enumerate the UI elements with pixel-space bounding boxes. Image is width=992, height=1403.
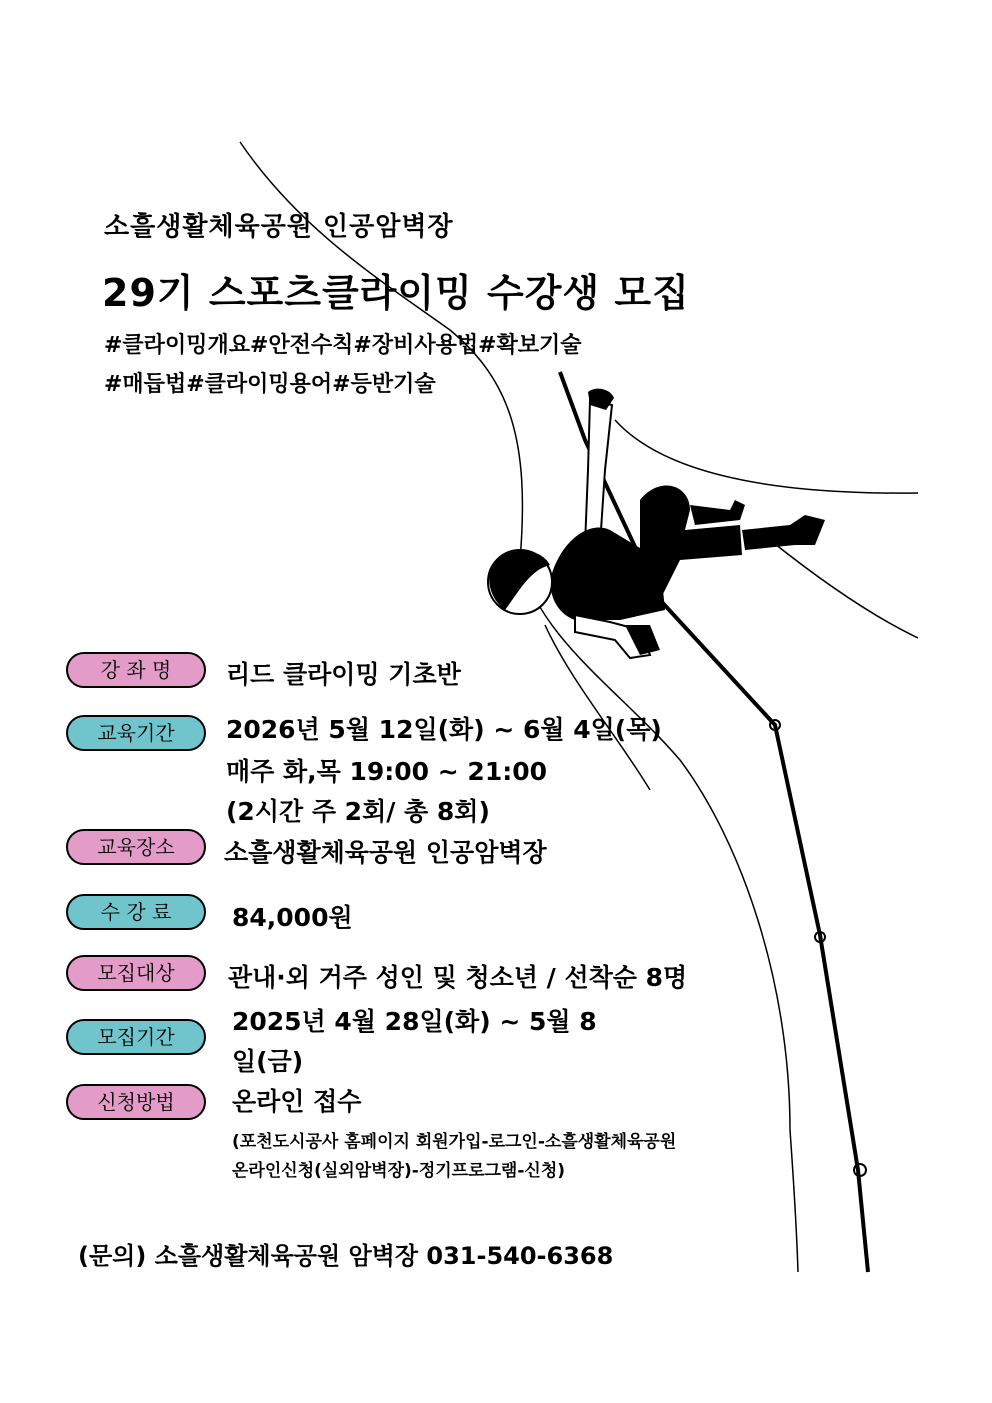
label-education-period: 교육기간: [66, 715, 206, 751]
value-fee: 84,000원: [232, 903, 353, 932]
value-target: 관내·외 거주 성인 및 청소년 / 선착순 8명: [228, 963, 688, 992]
label-fee: 수 강 료: [66, 894, 206, 930]
label-application-method: 신청방법: [66, 1084, 206, 1120]
tags-line-1: #클라이밍개요#안전수칙#장비사용법#확보기술: [104, 333, 582, 358]
value-education-period: 2026년 5월 12일(화) ~ 6월 4일(목): [226, 715, 662, 744]
label-education-location: 교육장소: [66, 829, 206, 865]
page-title: 29기 스포츠클라이밍 수강생 모집: [102, 271, 690, 315]
value-recruit-period: 2025년 4월 28일(화) ~ 5월 8: [232, 1007, 597, 1036]
label-recruit-period: 모집기간: [66, 1019, 206, 1055]
value-recruit-period-end: 일(금): [232, 1047, 304, 1076]
value-application-method: 온라인 접수: [232, 1087, 362, 1116]
contact-info: (문의) 소흘생활체육공원 암벽장 031-540-6368: [78, 1242, 614, 1270]
application-detail-line-1: (포천도시공사 홈페이지 회원가입-로그인-소흘생활체육공원: [232, 1132, 677, 1152]
value-education-sessions: (2시간 주 2회/ 총 8회): [226, 797, 490, 826]
label-target: 모집대상: [66, 955, 206, 991]
application-detail-line-2: 온라인신청(실외암벽장)-정기프로그램-신청): [232, 1161, 566, 1181]
tags-line-2: #매듭법#클라이밍용어#등반기술: [104, 372, 436, 397]
label-course-name: 강 좌 명: [66, 652, 206, 688]
value-education-location: 소흘생활체육공원 인공암벽장: [224, 838, 547, 867]
value-education-schedule: 매주 화,목 19:00 ~ 21:00: [226, 757, 548, 786]
value-course-name: 리드 클라이밍 기초반: [226, 660, 461, 689]
subtitle: 소흘생활체육공원 인공암벽장: [104, 212, 454, 242]
